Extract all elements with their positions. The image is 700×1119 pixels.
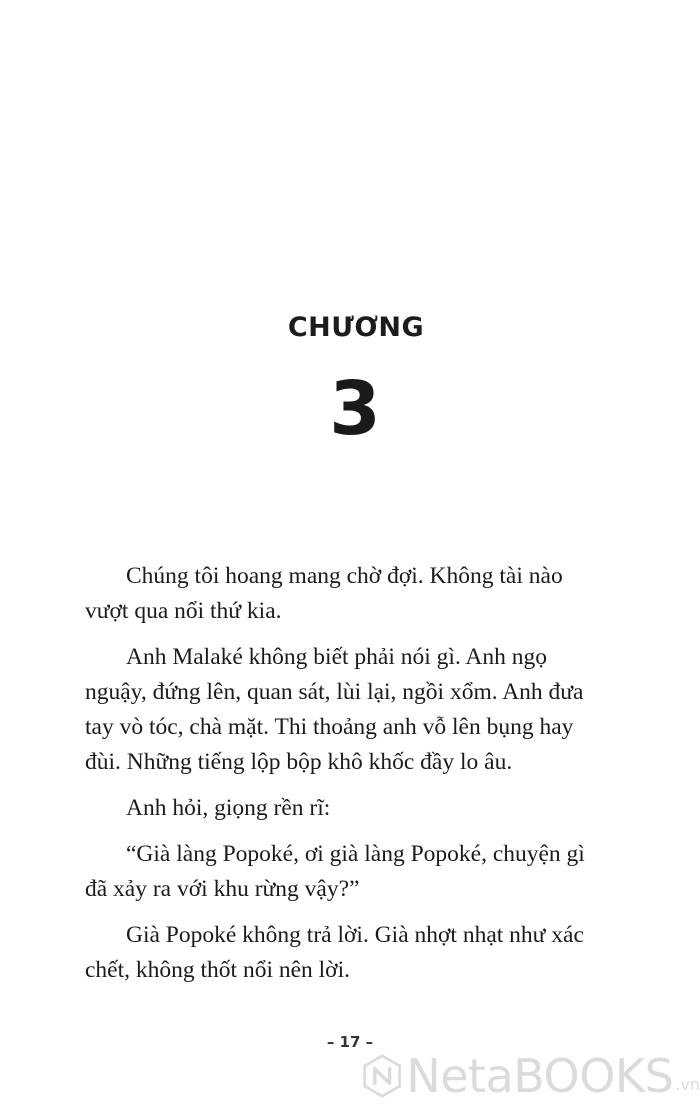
- text-line: đã xảy ra với khu rừng vậy?”: [85, 876, 360, 902]
- text-line: Chúng tôi hoang mang chờ đợi. Không tài nào: [126, 563, 563, 589]
- text-line: vượt qua nổi thứ kia.: [85, 598, 282, 624]
- chapter-label: CHƯƠNG: [287, 312, 425, 343]
- text-line: Anh hỏi, giọng rền rĩ:: [126, 795, 331, 821]
- text-line: “Già làng Popoké, ơi già làng Popoké, chuyện gì: [126, 841, 585, 867]
- text-line: tay vò tóc, chà mặt. Thi thoảng anh vỗ lên bụng hay: [85, 714, 574, 740]
- paragraph: [85, 918, 631, 988]
- chapter-body: [85, 559, 631, 999]
- paragraph: [85, 837, 631, 907]
- text-line: Già Popoké không trả lời. Già nhợt nhạt như xác: [126, 922, 584, 948]
- paragraph: [85, 791, 631, 826]
- text-line: Anh Malaké không biết phải nói gì. Anh ngọ: [126, 644, 547, 670]
- watermark: [362, 1040, 700, 1112]
- paragraph: [85, 640, 631, 780]
- watermark-brand: NetaBOOKS: [406, 1049, 674, 1103]
- page-number: – 17 –: [326, 1033, 374, 1051]
- watermark-suffix: .vn: [675, 1075, 700, 1094]
- paragraph: [85, 559, 631, 629]
- chapter-number: 3: [329, 366, 381, 452]
- text-line: chết, không thốt nổi nên lời.: [85, 957, 351, 983]
- text-line: nguậy, đứng lên, quan sát, lùi lại, ngồi xổm. Anh đưa: [85, 679, 584, 705]
- text-line: đùi. Những tiếng lộp bộp khô khốc đầy lo âu.: [85, 749, 513, 775]
- hexagon-n-logo-icon: [362, 1043, 402, 1109]
